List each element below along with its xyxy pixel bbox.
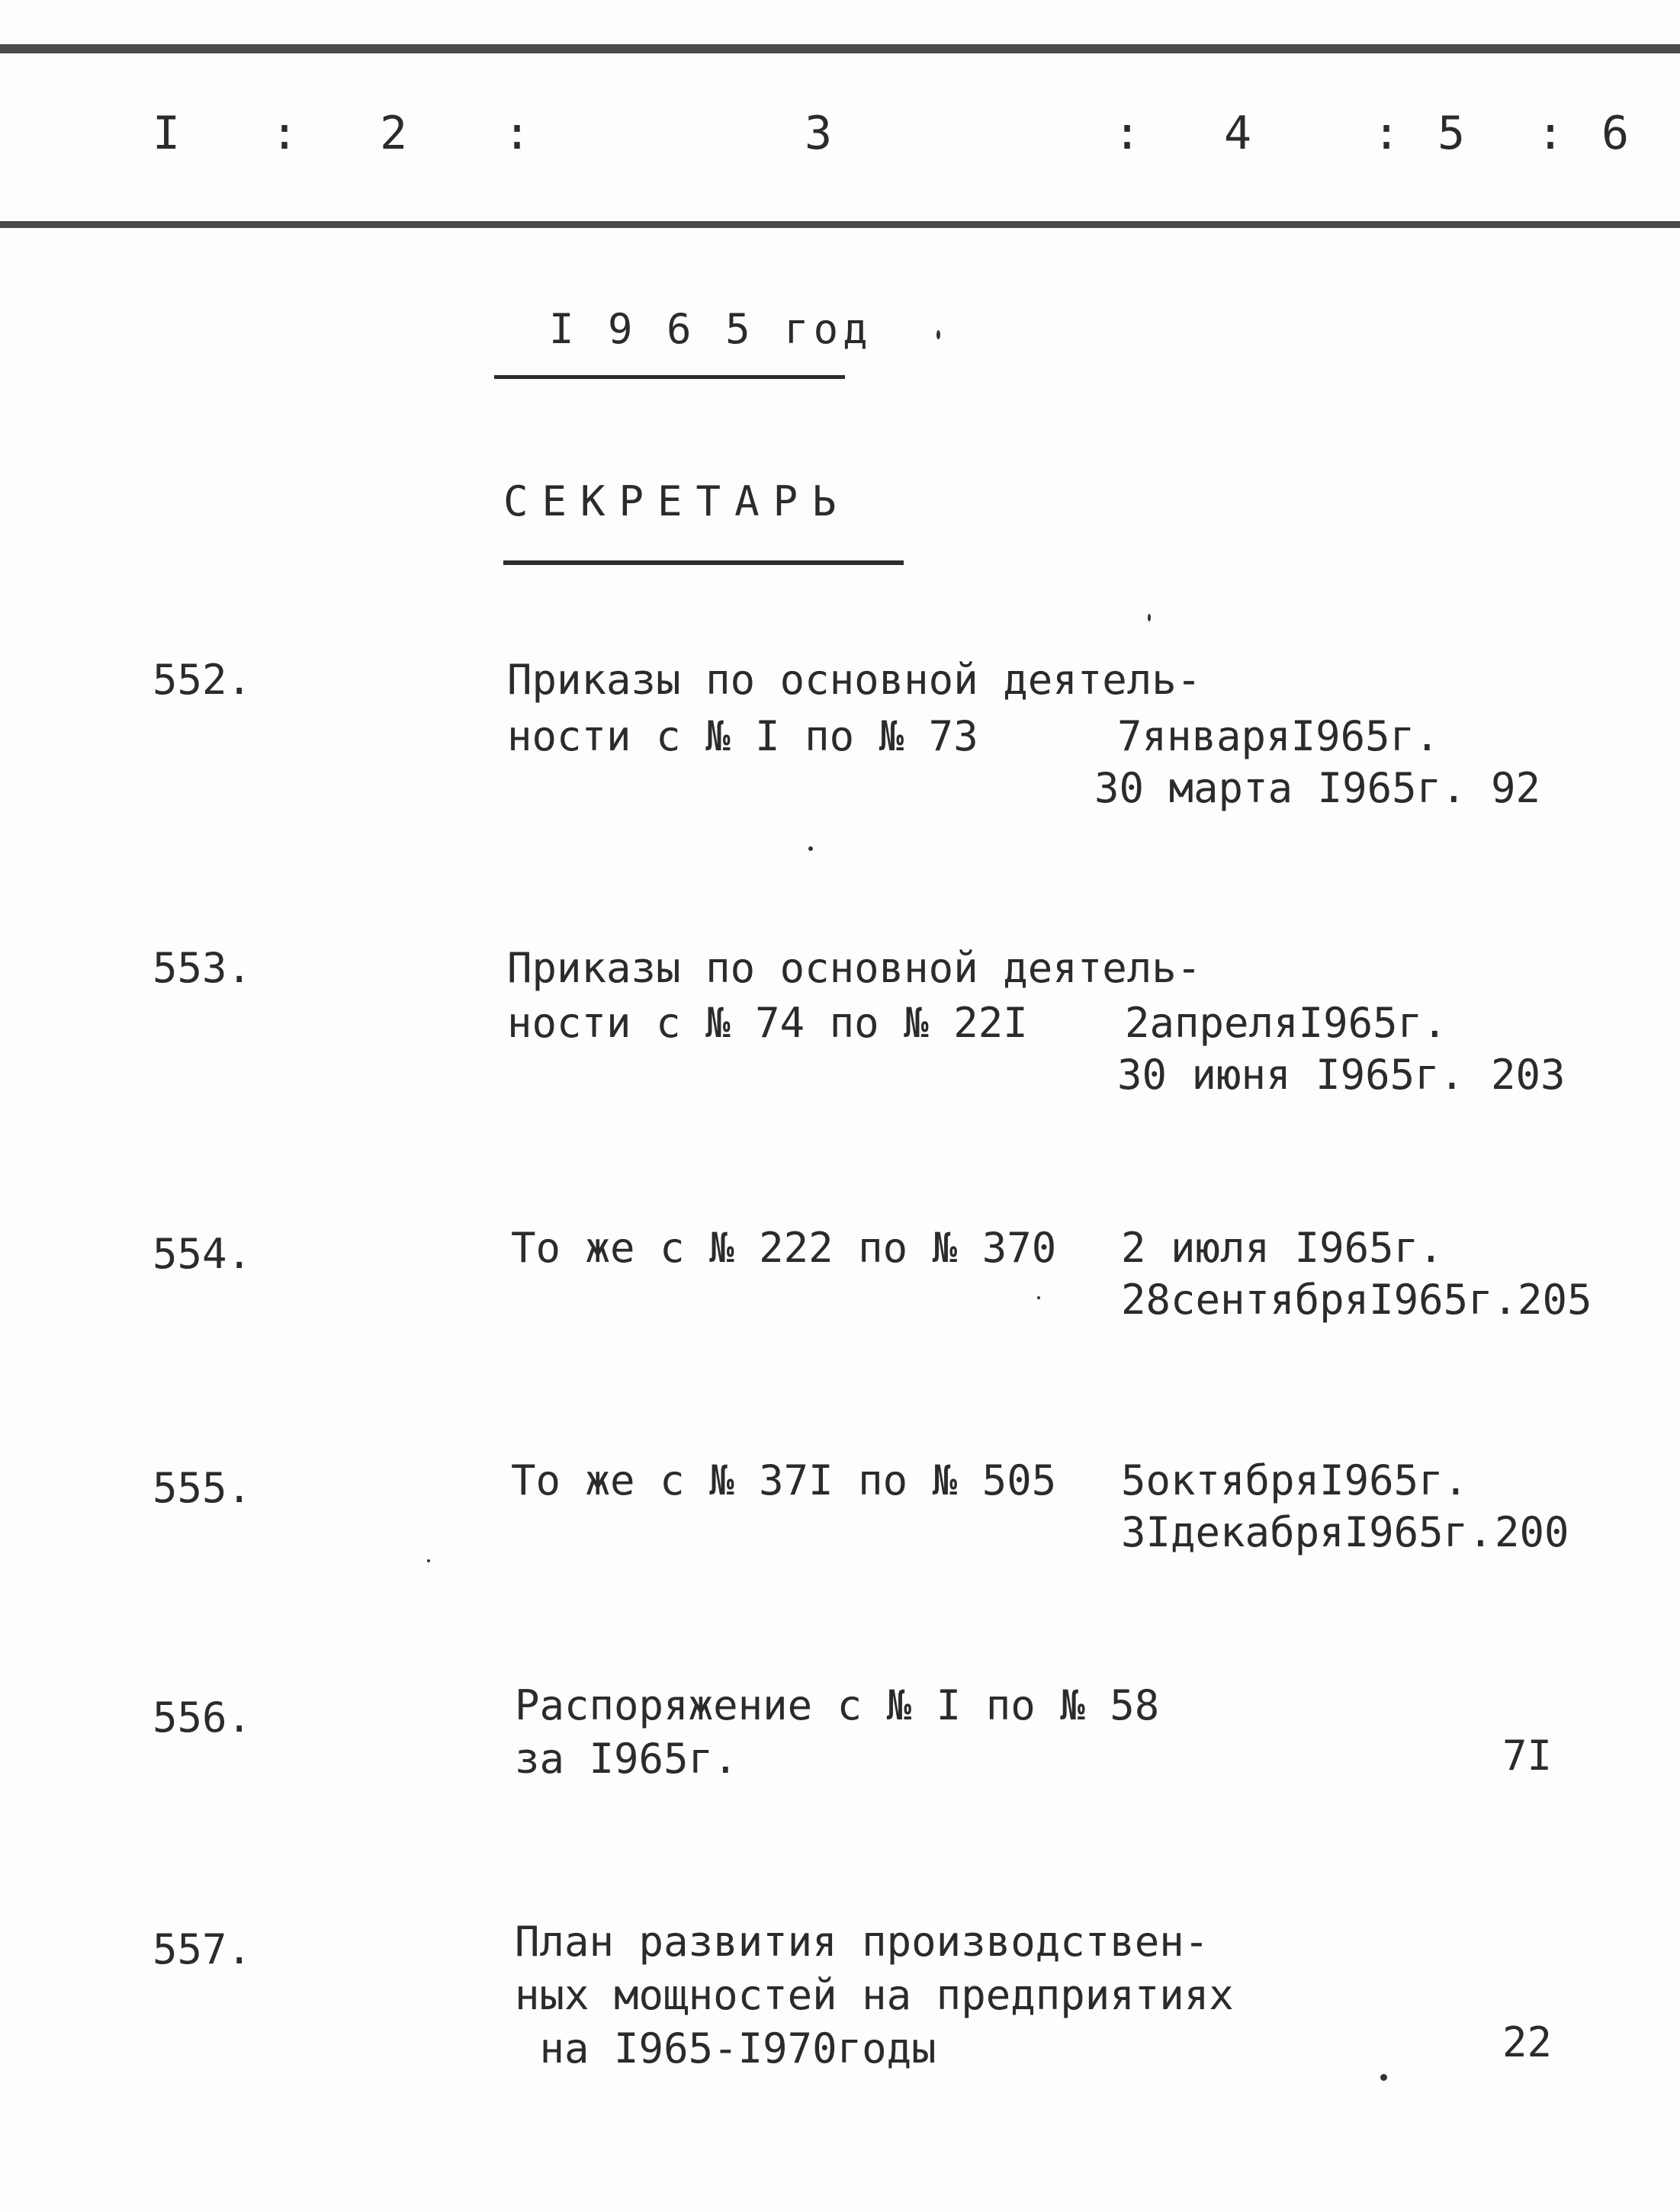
item-number: 552. — [153, 656, 252, 704]
item-date-end: 28сентябряI965г. — [1121, 1276, 1518, 1324]
column-number-6: 6 — [1601, 107, 1630, 160]
section-underline — [503, 560, 904, 565]
column-separator: : — [1113, 107, 1142, 160]
column-number-3: 3 — [805, 107, 833, 160]
item-number: 553. — [153, 944, 252, 992]
item-title-line: Распоряжение с № I по № 58 — [515, 1681, 1160, 1729]
scan-speck — [1037, 1296, 1040, 1299]
scan-speck — [427, 1559, 430, 1562]
item-title-line: То же с № 37I по № 505 — [511, 1456, 1057, 1504]
item-date-start: 2 июля I965г. — [1121, 1224, 1444, 1272]
column-header-row — [0, 107, 1680, 168]
item-sheet-count: 203 — [1491, 1051, 1566, 1099]
column-number-4: 4 — [1224, 107, 1252, 160]
header-bottom-rule — [0, 221, 1680, 228]
item-date-end: 3IдекабряI965г. — [1121, 1508, 1493, 1556]
column-number-5: 5 — [1437, 107, 1466, 160]
item-sheet-count: 92 — [1491, 764, 1541, 812]
item-date-end: 30 марта I965г. — [1094, 764, 1466, 812]
item-title-line: ности с № I по № 73 — [507, 712, 978, 760]
item-sheet-count: 200 — [1495, 1508, 1569, 1556]
item-date-start: 5октябряI965г. — [1121, 1456, 1469, 1504]
item-date-start: 2апреляI965г. — [1125, 999, 1447, 1047]
section-heading: СЕКРЕТАРЬ — [503, 477, 850, 525]
item-date-end: 30 июня I965г. — [1117, 1051, 1465, 1099]
column-number-2: 2 — [380, 107, 408, 160]
item-date-start: 7январяI965г. — [1117, 712, 1440, 760]
item-title-line: на I965-I970годы — [515, 2024, 936, 2072]
scan-speck — [808, 846, 813, 851]
column-number-1: I — [153, 107, 181, 160]
year-underline — [494, 375, 845, 379]
item-sheet-count: 7I — [1502, 1732, 1553, 1780]
item-number: 554. — [153, 1230, 252, 1278]
item-title-line: за I965г. — [515, 1735, 738, 1783]
item-number: 556. — [153, 1694, 252, 1742]
scan-speck — [1148, 614, 1151, 621]
scan-speck — [1380, 2074, 1387, 2081]
column-separator: : — [503, 107, 532, 160]
column-separator: : — [1537, 107, 1565, 160]
item-title-line: Приказы по основной деятель- — [507, 944, 1202, 992]
column-separator: : — [1373, 107, 1401, 160]
item-sheet-count: 22 — [1502, 2018, 1553, 2066]
item-title-line: ности с № 74 по № 22I — [507, 999, 1028, 1047]
item-title-line: То же с № 222 по № 370 — [511, 1224, 1057, 1272]
item-number: 555. — [153, 1464, 252, 1512]
year-heading: I 9 6 5 год — [549, 305, 872, 353]
item-title-line: План развития производствен- — [515, 1918, 1209, 1966]
item-title-line: Приказы по основной деятель- — [507, 656, 1202, 704]
item-title-line: ных мощностей на предприятиях — [515, 1971, 1234, 2019]
scan-speck — [936, 330, 940, 339]
header-top-rule — [0, 44, 1680, 53]
item-number: 557. — [153, 1925, 252, 1973]
column-separator: : — [271, 107, 299, 160]
item-sheet-count: 205 — [1518, 1276, 1592, 1324]
